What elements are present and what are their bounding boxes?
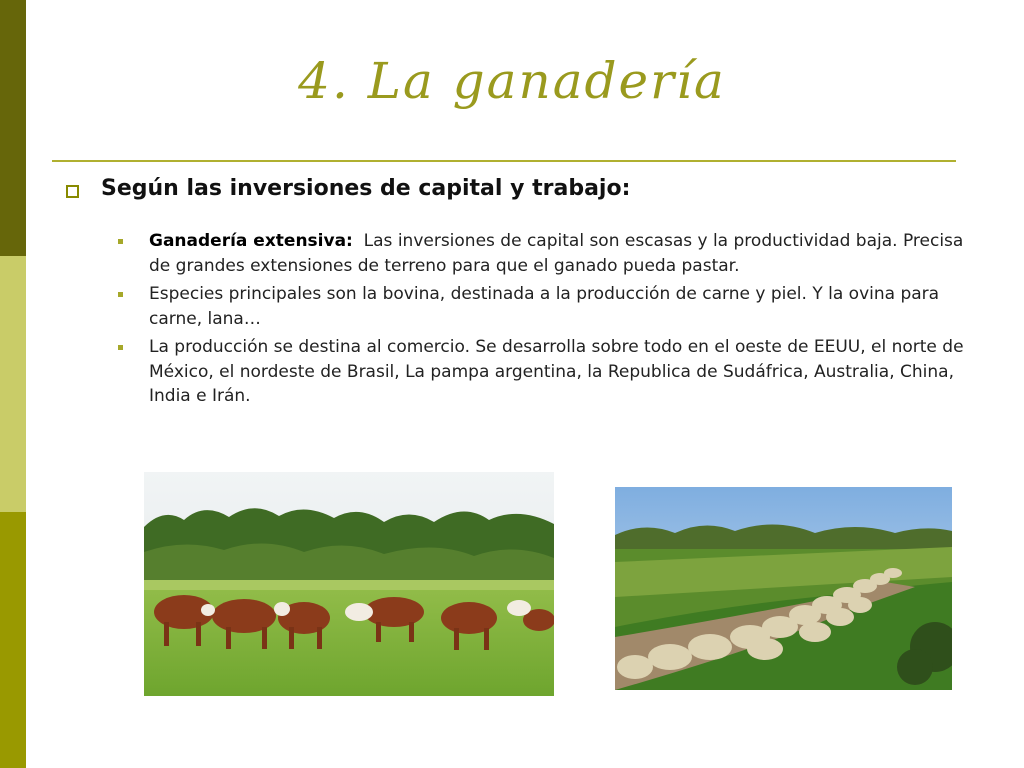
list-item-text bbox=[149, 229, 978, 278]
list-item bbox=[118, 282, 978, 331]
bullet-icon bbox=[118, 292, 123, 297]
list-item-body: Especies principales son la bovina, destinada a la producción de carne y piel. Y la ovina para carne, lana… bbox=[149, 284, 940, 329]
sheep-photo bbox=[615, 487, 952, 690]
cattle-photo bbox=[144, 472, 554, 696]
sub-bullet-list bbox=[118, 229, 978, 413]
main-bullet bbox=[66, 176, 630, 201]
list-item-bold: Ganadería extensiva: bbox=[149, 231, 353, 251]
list-item-body: Las inversiones de capital son escasas y la productividad baja. Precisa de grandes extensiones de terreno para que el ganado pueda pastar. bbox=[149, 231, 964, 276]
list-item bbox=[118, 229, 978, 278]
sidebar-band-light bbox=[0, 256, 26, 512]
sidebar-band-dark bbox=[0, 0, 26, 256]
bullet-icon bbox=[118, 239, 123, 244]
slide-title: 4. La ganadería bbox=[298, 52, 726, 110]
list-item bbox=[118, 335, 978, 409]
bullet-icon bbox=[118, 345, 123, 350]
sidebar-band-olive bbox=[0, 512, 26, 768]
list-item-body: La producción se destina al comercio. Se desarrolla sobre todo en el oeste de EEUU, el norte de México, el nordeste de Brasil, La pampa argentina, la Republica de Sudáfrica, Australia, China, India e Irán. bbox=[149, 337, 964, 406]
title-divider bbox=[52, 160, 956, 162]
square-bullet-icon bbox=[66, 185, 79, 198]
main-bullet-text: Según las inversiones de capital y trabajo: bbox=[101, 176, 631, 201]
